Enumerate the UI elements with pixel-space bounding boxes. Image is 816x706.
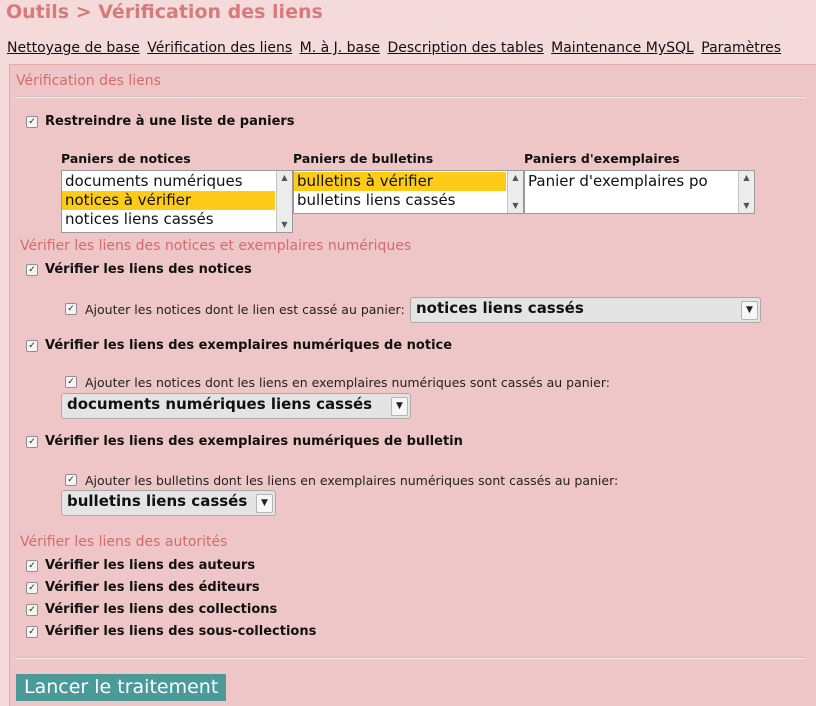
- tab-verification-des-liens[interactable]: Vérification des liens: [147, 40, 293, 56]
- page-title: Outils > Vérification des liens: [6, 1, 323, 23]
- add-expl-notice-label: Ajouter les notices dont les liens en exemplaires numériques sont cassés au panier:: [85, 375, 610, 390]
- select-value: notices liens cassés: [416, 299, 584, 317]
- add-expl-notice-checkbox[interactable]: ✓: [65, 376, 77, 388]
- add-expl-bulletin-checkbox[interactable]: ✓: [65, 474, 77, 486]
- check-expl-notice-label: Vérifier les liens des exemplaires numériques de notice: [45, 338, 453, 353]
- tab-description-des-tables[interactable]: Description des tables: [387, 40, 544, 56]
- expl-notice-basket-select[interactable]: [61, 393, 411, 419]
- exemplaires-basket-list[interactable]: [524, 170, 755, 214]
- section-title-verification: Vérification des liens: [16, 73, 161, 89]
- tab-parametres[interactable]: Paramètres: [701, 40, 782, 56]
- scroll-down-icon[interactable]: ▼: [281, 220, 288, 229]
- list-item[interactable]: bulletins liens cassés: [297, 191, 456, 209]
- launch-button[interactable]: Lancer le traitement: [16, 674, 226, 701]
- check-publishers-checkbox[interactable]: ✓: [26, 582, 38, 594]
- check-authors-checkbox[interactable]: ✓: [26, 560, 38, 572]
- verification-panel: [9, 64, 816, 706]
- check-expl-bulletin-label: Vérifier les liens des exemplaires numériques de bulletin: [45, 434, 463, 449]
- check-notices-label: Vérifier les liens des notices: [45, 262, 252, 277]
- scroll-down-icon[interactable]: ▼: [743, 201, 750, 210]
- divider: [15, 657, 805, 659]
- tab-nettoyage-de-base[interactable]: Nettoyage de base: [7, 40, 140, 56]
- notices-basket-list[interactable]: [61, 170, 293, 233]
- scroll-up-icon[interactable]: ▲: [281, 173, 288, 182]
- tab-maintenance-mysql[interactable]: Maintenance MySQL: [551, 40, 694, 56]
- tools-tabs: [7, 40, 784, 56]
- scroll-down-icon[interactable]: ▼: [512, 201, 519, 210]
- list-item-selected[interactable]: notices à vérifier: [62, 191, 275, 210]
- list-item[interactable]: documents numériques: [65, 172, 243, 190]
- check-subcollections-label: Vérifier les liens des sous-collections: [45, 624, 317, 639]
- list-item[interactable]: notices liens cassés: [65, 210, 214, 228]
- section-title-numeric: Vérifier les liens des notices et exemplaires numériques: [20, 238, 412, 254]
- scrollbar[interactable]: [738, 171, 754, 213]
- select-value: bulletins liens cassés: [67, 492, 248, 510]
- expl-bulletin-basket-select[interactable]: [61, 490, 276, 516]
- check-expl-notice-checkbox[interactable]: ✓: [26, 340, 38, 352]
- scrollbar[interactable]: [507, 171, 523, 213]
- list-item-selected[interactable]: bulletins à vérifier: [294, 172, 506, 191]
- check-subcollections-checkbox[interactable]: ✓: [26, 626, 38, 638]
- notices-basket-select[interactable]: [410, 297, 761, 323]
- restrict-label: Restreindre à une liste de paniers: [45, 114, 295, 129]
- restrict-checkbox[interactable]: ✓: [26, 116, 38, 128]
- scrollbar[interactable]: [276, 171, 292, 232]
- section-title-authorities: Vérifier les liens des autorités: [20, 534, 228, 550]
- select-value: documents numériques liens cassés: [67, 395, 373, 413]
- add-notices-checkbox[interactable]: ✓: [65, 303, 77, 315]
- bulletins-basket-list[interactable]: [293, 170, 524, 214]
- bulletins-list-header: Paniers de bulletins: [293, 151, 434, 166]
- add-expl-bulletin-label: Ajouter les bulletins dont les liens en exemplaires numériques sont cassés au panier:: [85, 473, 619, 488]
- divider: [15, 96, 805, 98]
- dropdown-arrow-icon[interactable]: ▼: [741, 301, 758, 320]
- scroll-up-icon[interactable]: ▲: [743, 173, 750, 182]
- check-publishers-label: Vérifier les liens des éditeurs: [45, 580, 260, 595]
- check-collections-label: Vérifier les liens des collections: [45, 602, 278, 617]
- check-notices-checkbox[interactable]: ✓: [26, 264, 38, 276]
- exemplaires-list-header: Paniers d'exemplaires: [524, 151, 680, 166]
- add-notices-label: Ajouter les notices dont le lien est cassé au panier:: [85, 302, 405, 317]
- dropdown-arrow-icon[interactable]: ▼: [391, 397, 408, 416]
- scroll-up-icon[interactable]: ▲: [512, 173, 519, 182]
- dropdown-arrow-icon[interactable]: ▼: [256, 494, 273, 513]
- notices-list-header: Paniers de notices: [61, 151, 191, 166]
- tab-maj-base[interactable]: M. à J. base: [299, 40, 381, 56]
- check-collections-checkbox[interactable]: ✓: [26, 604, 38, 616]
- check-authors-label: Vérifier les liens des auteurs: [45, 558, 256, 573]
- check-expl-bulletin-checkbox[interactable]: ✓: [26, 436, 38, 448]
- list-item[interactable]: Panier d'exemplaires po: [528, 172, 708, 190]
